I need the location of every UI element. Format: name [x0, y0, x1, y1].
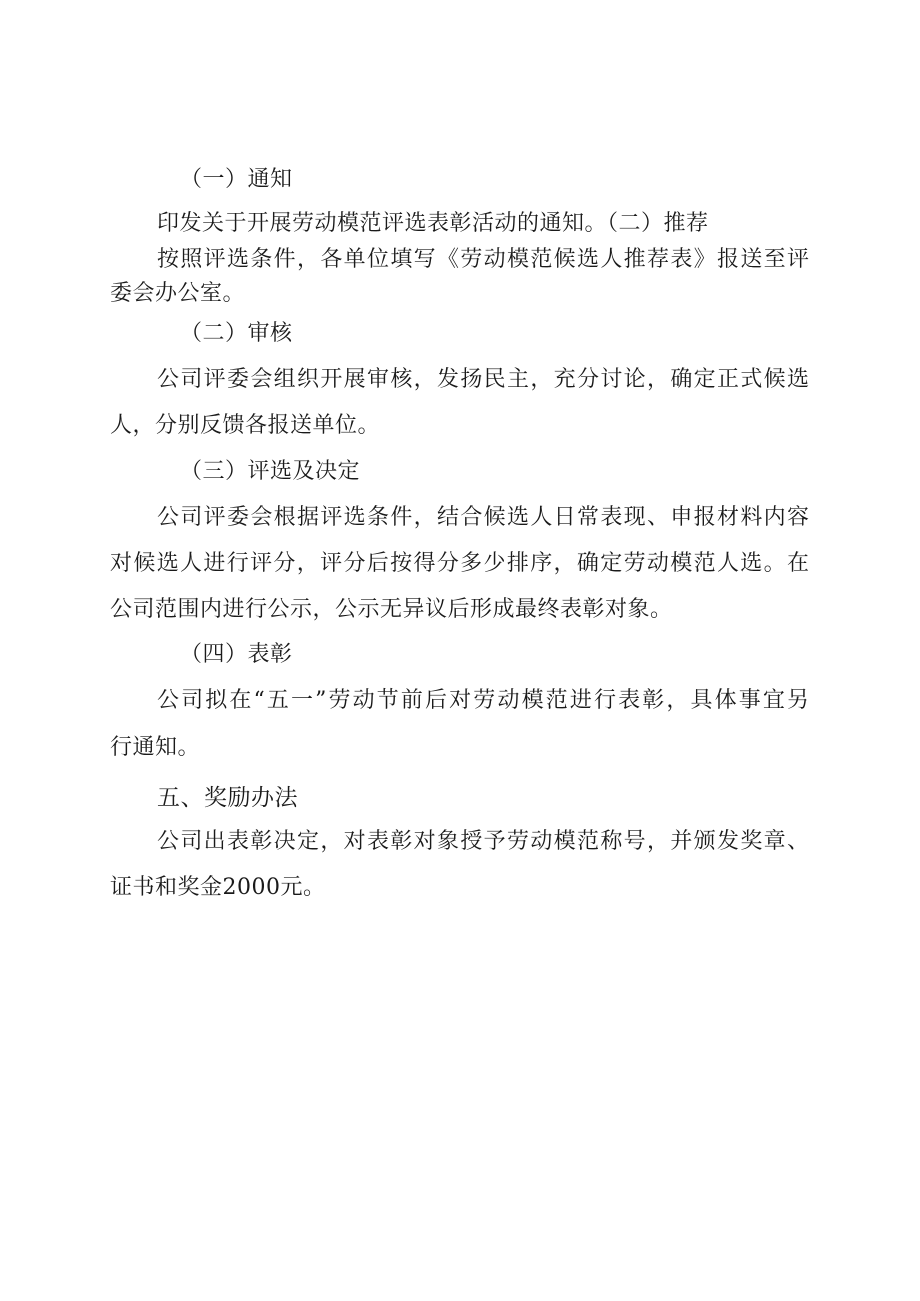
section-heading-review: （二）审核 — [180, 321, 293, 346]
recommend-paragraph-line-2: 委会办公室。 — [110, 281, 246, 306]
review-paragraph-line-1: 公司评委会组织开展审核，发扬民主，充分讨论，确定正式候选 — [157, 367, 809, 392]
review-paragraph-line-2: 人，分别反馈各报送单位。 — [110, 413, 381, 438]
selection-paragraph-line-1: 公司评委会根据评选条件，结合候选人日常表现、申报材料内容 — [157, 505, 809, 530]
section-heading-reward: 五、奖励办法 — [157, 785, 298, 811]
reward-paragraph-line-2: 证书和奖金2000元。 — [110, 875, 326, 900]
commendation-paragraph-line-2: 行通知。 — [110, 735, 201, 760]
section-heading-selection: （三）评选及决定 — [180, 459, 361, 484]
section-heading-commendation: （四）表彰 — [180, 642, 293, 667]
commendation-paragraph-line-1: 公司拟在“五一”劳动节前后对劳动模范进行表彰，具体事宜另 — [157, 688, 809, 713]
selection-paragraph-line-2: 对候选人进行评分，评分后按得分多少排序，确定劳动模范人选。在 — [110, 551, 809, 576]
section-heading-notice: （一）通知 — [180, 167, 293, 192]
notice-paragraph: 印发关于开展劳动模范评选表彰活动的通知。（二）推荐 — [157, 211, 709, 236]
reward-paragraph-line-1: 公司出表彰决定，对表彰对象授予劳动模范称号，并颁发奖章、 — [157, 829, 809, 854]
selection-paragraph-line-3: 公司范围内进行公示，公示无异议后形成最终表彰对象。 — [110, 597, 673, 622]
recommend-paragraph-line-1: 按照评选条件，各单位填写《劳动模范候选人推荐表》报送至评 — [157, 247, 809, 272]
